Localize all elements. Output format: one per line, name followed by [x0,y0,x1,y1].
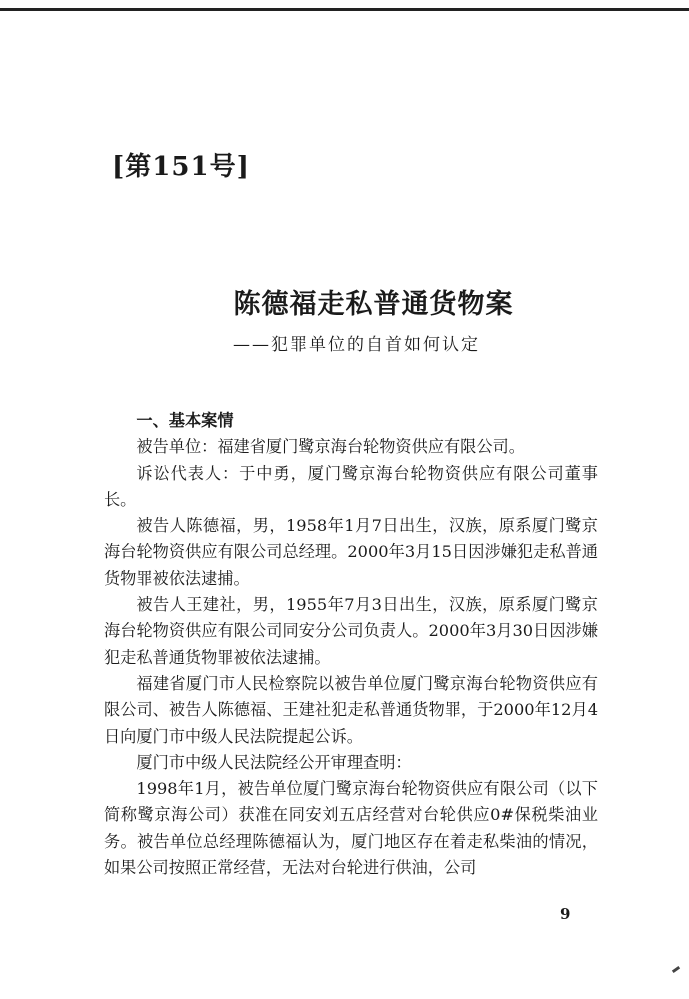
case-number: [第151号] [112,152,250,182]
paragraph-defendant-unit: 被告单位：福建省厦门鹭京海台轮物资供应有限公司。 [136,437,525,457]
paragraph-defendant-chen: 被告人陈德福，男，1958年1月7日出生，汉族，原系厦门鹭京海台轮物资供应有限公司总经理。2000年3月15日因涉嫌犯走私普通货物罪被依法逮捕。 [104,516,598,588]
scan-speck [672,966,680,973]
page-number: 9 [560,905,571,923]
paragraph-defendant-wang: 被告人王建社，男，1955年7月3日出生，汉族，原系厦门鹭京海台轮物资供应有限公司同安分公司负责人。2000年3月30日因涉嫌犯走私普通货物罪被依法逮捕。 [104,595,598,667]
paragraph-representative: 诉讼代表人：于中勇，厦门鹭京海台轮物资供应有限公司董事长。 [104,463,598,509]
paragraph-prosecution: 福建省厦门市人民检察院以被告单位厦门鹭京海台轮物资供应有限公司、被告人陈德福、王建社犯走私普通货物罪，于2000年12月4日向厦门市中级人民法院提起公诉。 [104,673,598,746]
section-heading: 一、基本案情 [136,411,234,430]
top-rule [0,8,689,11]
page-title: 陈德福走私普通货物案 [233,289,514,320]
paragraph-court-finding: 厦门市中级人民法院经公开审理查明： [136,752,412,772]
page-subtitle: ——犯罪单位的自首如何认定 [233,335,480,355]
body-text [104,408,598,881]
paragraph-facts: 1998年1月，被告单位厦门鹭京海台轮物资供应有限公司（以下简称鹭京海公司）获准在同安刘五店经营对台轮供应0#保税柴油业务。被告单位总经理陈德福认为，厦门地区存在着走私柴油的情况，如果公司按照正常经营，无法对台轮进行供油，公司 [104,779,598,878]
